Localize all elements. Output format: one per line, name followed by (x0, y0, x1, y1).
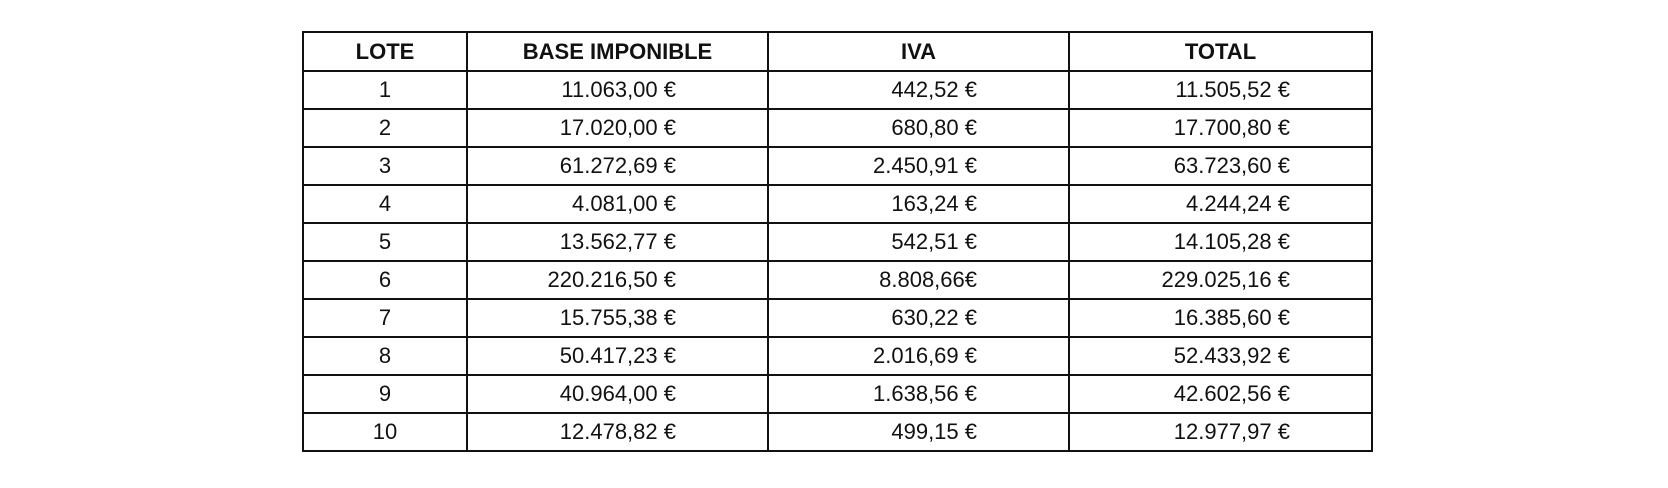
header-base-imponible: BASE IMPONIBLE (467, 32, 768, 71)
cell-base-imponible: 61.272,69 € (467, 147, 768, 185)
cell-lote: 8 (303, 337, 467, 375)
table-row (303, 185, 1372, 223)
cell-total: 229.025,16 € (1069, 261, 1372, 299)
table-row (303, 375, 1372, 413)
cell-base-imponible: 15.755,38 € (467, 299, 768, 337)
cell-iva: 2.016,69 € (768, 337, 1069, 375)
cell-lote: 9 (303, 375, 467, 413)
cell-lote: 5 (303, 223, 467, 261)
cell-total: 63.723,60 € (1069, 147, 1372, 185)
cell-iva: 8.808,66€ (768, 261, 1069, 299)
cell-total: 16.385,60 € (1069, 299, 1372, 337)
table-row (303, 299, 1372, 337)
table-body (303, 71, 1372, 451)
cell-iva: 680,80 € (768, 109, 1069, 147)
cell-total: 17.700,80 € (1069, 109, 1372, 147)
cell-lote: 3 (303, 147, 467, 185)
cell-total: 52.433,92 € (1069, 337, 1372, 375)
cell-lote: 10 (303, 413, 467, 451)
cell-total: 42.602,56 € (1069, 375, 1372, 413)
table-row (303, 223, 1372, 261)
cell-base-imponible: 40.964,00 € (467, 375, 768, 413)
cell-iva: 442,52 € (768, 71, 1069, 109)
cell-iva: 630,22 € (768, 299, 1069, 337)
cell-base-imponible: 220.216,50 € (467, 261, 768, 299)
cell-lote: 7 (303, 299, 467, 337)
cell-total: 14.105,28 € (1069, 223, 1372, 261)
table-row (303, 147, 1372, 185)
table-row (303, 413, 1372, 451)
cell-lote: 6 (303, 261, 467, 299)
cell-lote: 2 (303, 109, 467, 147)
cell-total: 4.244,24 € (1069, 185, 1372, 223)
cell-total: 11.505,52 € (1069, 71, 1372, 109)
cell-iva: 542,51 € (768, 223, 1069, 261)
cell-iva: 1.638,56 € (768, 375, 1069, 413)
cell-base-imponible: 13.562,77 € (467, 223, 768, 261)
cell-base-imponible: 17.020,00 € (467, 109, 768, 147)
cell-total: 12.977,97 € (1069, 413, 1372, 451)
lots-table (302, 31, 1373, 452)
table-row (303, 71, 1372, 109)
cell-base-imponible: 11.063,00 € (467, 71, 768, 109)
header-iva: IVA (768, 32, 1069, 71)
cell-iva: 499,15 € (768, 413, 1069, 451)
table-header (303, 32, 1372, 71)
table-row (303, 109, 1372, 147)
cell-iva: 2.450,91 € (768, 147, 1069, 185)
cell-base-imponible: 50.417,23 € (467, 337, 768, 375)
cell-lote: 1 (303, 71, 467, 109)
header-total: TOTAL (1069, 32, 1372, 71)
cell-lote: 4 (303, 185, 467, 223)
header-lote: LOTE (303, 32, 467, 71)
header-row (303, 32, 1372, 71)
table-row (303, 337, 1372, 375)
cell-base-imponible: 12.478,82 € (467, 413, 768, 451)
table-row (303, 261, 1372, 299)
cell-iva: 163,24 € (768, 185, 1069, 223)
cell-base-imponible: 4.081,00 € (467, 185, 768, 223)
